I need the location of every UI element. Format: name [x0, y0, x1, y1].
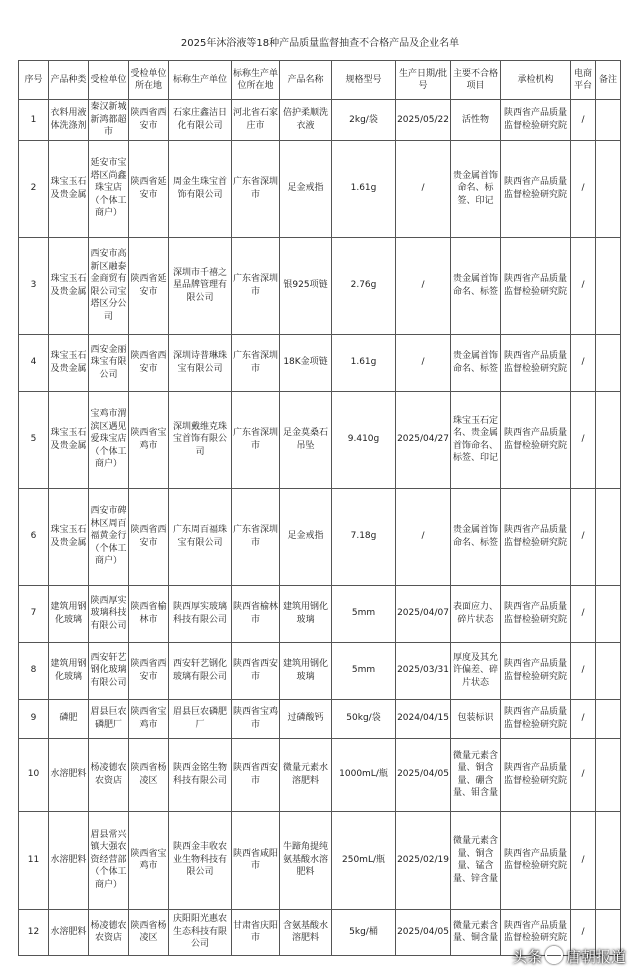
cell-producer-loc: 陕西省宝鸡市	[232, 699, 280, 738]
cell-note	[596, 811, 621, 909]
cell-note	[596, 140, 621, 237]
cell-producer: 眉县巨农磷肥厂	[169, 699, 232, 738]
cell-product: 牛蹄角提纯氨基酸水溶肥料	[280, 811, 332, 909]
cell-spec: 1.61g	[332, 140, 396, 237]
cell-note	[596, 642, 621, 699]
col-header: 标称生产单位所在地	[232, 61, 280, 100]
cell-no: 4	[19, 334, 49, 391]
cell-producer: 庆阳阳光惠农生态科技有限公司	[169, 909, 232, 955]
cell-inspected: 西安市高新区融泰金商贸有限公司宝塔区分公司	[89, 237, 129, 334]
cell-producer: 陕西金铭生物科技有限公司	[169, 738, 232, 811]
cell-no: 2	[19, 140, 49, 237]
cell-product: 足金戒指	[280, 488, 332, 585]
cell-ecom: /	[571, 811, 596, 909]
table-row	[19, 585, 621, 642]
cell-ecom: /	[571, 699, 596, 738]
cell-spec: 9.410g	[332, 391, 396, 488]
cell-producer: 深圳戴维克珠宝首饰有限公司	[169, 391, 232, 488]
cell-inspected: 眉县巨农磷肥厂	[89, 699, 129, 738]
cell-inspected-loc: 陕西省西安市	[129, 642, 169, 699]
cell-agency: 陕西省产品质量监督检验研究院	[501, 738, 571, 811]
cell-spec: 1000mL/瓶	[332, 738, 396, 811]
cell-agency: 陕西省产品质量监督检验研究院	[501, 642, 571, 699]
cell-note	[596, 488, 621, 585]
cell-agency: 陕西省产品质量监督检验研究院	[501, 699, 571, 738]
cell-producer: 陕西厚实玻璃科技有限公司	[169, 585, 232, 642]
cell-inspected: 眉县常兴镇大强农资经营部（个体工商户）	[89, 811, 129, 909]
cell-agency: 陕西省产品质量监督检验研究院	[501, 909, 571, 955]
document-title: 2025年沐浴液等18种产品质量监督抽查不合格产品及企业名单	[180, 38, 460, 49]
cell-date: 2024/04/15	[396, 699, 451, 738]
cell-product: 过磷酸钙	[280, 699, 332, 738]
cell-inspected: 西安轩艺钢化玻璃有限公司	[89, 642, 129, 699]
cell-inspected-loc: 陕西省杨凌区	[129, 909, 169, 955]
table-row	[19, 100, 621, 141]
cell-product: 建筑用钢化玻璃	[280, 585, 332, 642]
cell-items: 微量元素含量、铜含量	[451, 909, 501, 955]
cell-note	[596, 237, 621, 334]
cell-category: 珠宝玉石及贵金属	[49, 334, 89, 391]
cell-ecom: /	[571, 237, 596, 334]
cell-product: 倍护柔顺洗衣液	[280, 100, 332, 141]
cell-spec: 250mL/瓶	[332, 811, 396, 909]
cell-date: /	[396, 140, 451, 237]
cell-product: 建筑用钢化玻璃	[280, 642, 332, 699]
cell-items: 贵金属首饰命名、标签、印记	[451, 140, 501, 237]
cell-product: 含氨基酸水溶肥料	[280, 909, 332, 955]
cell-items: 珠宝玉石定名、贵金属首饰命名、标签、印记	[451, 391, 501, 488]
col-header: 产品名称	[280, 61, 332, 100]
cell-agency: 陕西省产品质量监督检验研究院	[501, 237, 571, 334]
cell-ecom: /	[571, 334, 596, 391]
table-row	[19, 738, 621, 811]
cell-no: 11	[19, 811, 49, 909]
cell-date: /	[396, 237, 451, 334]
col-header: 备注	[596, 61, 621, 100]
cell-spec: 50kg/袋	[332, 699, 396, 738]
cell-agency: 陕西省产品质量监督检验研究院	[501, 100, 571, 141]
col-header: 规格型号	[332, 61, 396, 100]
col-header: 电商平台	[571, 61, 596, 100]
cell-producer: 陕西金丰收农业生物科技有限公司	[169, 811, 232, 909]
header-row	[19, 61, 621, 100]
cell-producer-loc: 甘肃省庆阳市	[232, 909, 280, 955]
cell-date: 2025/03/31	[396, 642, 451, 699]
cell-category: 珠宝玉石及贵金属	[49, 391, 89, 488]
table-row	[19, 642, 621, 699]
table-row	[19, 488, 621, 585]
cell-category: 珠宝玉石及贵金属	[49, 488, 89, 585]
cell-no: 12	[19, 909, 49, 955]
cell-note	[596, 585, 621, 642]
table-row	[19, 391, 621, 488]
cell-producer: 深圳市千禧之星品牌管理有限公司	[169, 237, 232, 334]
cell-producer-loc: 广东省深圳市	[232, 237, 280, 334]
cell-inspected-loc: 陕西省宝鸡市	[129, 391, 169, 488]
table-row	[19, 237, 621, 334]
cell-items: 活性物	[451, 100, 501, 141]
cell-producer: 深圳诗普琳珠宝有限公司	[169, 334, 232, 391]
cell-inspected: 杨凌德农农资店	[89, 909, 129, 955]
cell-category: 建筑用钢化玻璃	[49, 642, 89, 699]
cell-product: 银925项链	[280, 237, 332, 334]
cell-note	[596, 391, 621, 488]
cell-note	[596, 699, 621, 738]
cell-category: 珠宝玉石及贵金属	[49, 237, 89, 334]
cell-ecom: /	[571, 100, 596, 141]
cell-no: 7	[19, 585, 49, 642]
cell-inspected: 宝鸡市渭滨区遇见爱珠宝店（个体工商户）	[89, 391, 129, 488]
col-header: 受检单位	[89, 61, 129, 100]
cell-items: 贵金属首饰命名、标签	[451, 488, 501, 585]
cell-inspected: 西安市碑林区周百福黄金行（个体工商户）	[89, 488, 129, 585]
cell-inspected: 秦汉新城新鸿都超市	[89, 100, 129, 141]
cell-date: 2025/04/27	[396, 391, 451, 488]
col-header: 受检单位所在地	[129, 61, 169, 100]
cell-category: 水溶肥料	[49, 811, 89, 909]
cell-no: 1	[19, 100, 49, 141]
cell-producer-loc: 陕西省咸阳市	[232, 811, 280, 909]
col-header: 序号	[19, 61, 49, 100]
cell-spec: 2kg/袋	[332, 100, 396, 141]
cell-producer-loc: 广东省深圳市	[232, 488, 280, 585]
cell-ecom: /	[571, 585, 596, 642]
cell-producer-loc: 陕西省榆林市	[232, 585, 280, 642]
cell-no: 6	[19, 488, 49, 585]
cell-note	[596, 334, 621, 391]
cell-producer-loc: 陕西省西安市	[232, 738, 280, 811]
col-header: 标称生产单位	[169, 61, 232, 100]
cell-producer-loc: 广东省深圳市	[232, 140, 280, 237]
cell-product: 足金莫桑石吊坠	[280, 391, 332, 488]
cell-agency: 陕西省产品质量监督检验研究院	[501, 585, 571, 642]
cell-producer-loc: 陕西省西安市	[232, 642, 280, 699]
cell-spec: 5kg/桶	[332, 909, 396, 955]
table-row	[19, 334, 621, 391]
cell-no: 5	[19, 391, 49, 488]
table-row	[19, 811, 621, 909]
cell-ecom: /	[571, 140, 596, 237]
cell-inspected-loc: 陕西省西安市	[129, 488, 169, 585]
cell-inspected: 陕西厚实玻璃科技有限公司	[89, 585, 129, 642]
cell-inspected: 延安市宝塔区尚鑫珠宝店（个体工商户）	[89, 140, 129, 237]
cell-spec: 1.61g	[332, 334, 396, 391]
cell-no: 9	[19, 699, 49, 738]
cell-inspected-loc: 陕西省榆林市	[129, 585, 169, 642]
cell-items: 贵金属首饰命名、标签	[451, 237, 501, 334]
cell-producer: 西安轩艺钢化玻璃有限公司	[169, 642, 232, 699]
watermark-name: 唐朝报道	[565, 948, 626, 966]
cell-inspected-loc: 陕西省西安市	[129, 100, 169, 141]
cell-date: 2025/02/19	[396, 811, 451, 909]
cell-inspected-loc: 陕西省宝鸡市	[129, 699, 169, 738]
cell-inspected: 杨凌德农农资店	[89, 738, 129, 811]
cell-category: 珠宝玉石及贵金属	[49, 140, 89, 237]
col-header: 生产日期/批号	[396, 61, 451, 100]
results-table	[18, 60, 621, 956]
watermark-prefix: 头条	[511, 948, 542, 966]
cell-producer: 周金生珠宝首饰有限公司	[169, 140, 232, 237]
cell-items: 厚度及其允许偏差、碎片状态	[451, 642, 501, 699]
cell-category: 建筑用钢化玻璃	[49, 585, 89, 642]
cell-items: 微量元素含量、铜含量、锰含量、锌含量	[451, 811, 501, 909]
cell-ecom: /	[571, 738, 596, 811]
col-header: 承检机构	[501, 61, 571, 100]
cell-date: 2025/05/22	[396, 100, 451, 141]
cell-category: 水溶肥料	[49, 909, 89, 955]
cell-inspected-loc: 陕西省西安市	[129, 334, 169, 391]
cell-spec: 5mm	[332, 642, 396, 699]
source-watermark	[512, 946, 626, 967]
cell-category: 磷肥	[49, 699, 89, 738]
cell-category: 衣料用液体洗涤剂	[49, 100, 89, 141]
cell-product: 18K金项链	[280, 334, 332, 391]
cell-spec: 2.76g	[332, 237, 396, 334]
cell-agency: 陕西省产品质量监督检验研究院	[501, 334, 571, 391]
cell-agency: 陕西省产品质量监督检验研究院	[501, 488, 571, 585]
cell-producer-loc: 广东省深圳市	[232, 334, 280, 391]
cell-agency: 陕西省产品质量监督检验研究院	[501, 391, 571, 488]
cell-date: /	[396, 334, 451, 391]
cell-date: 2025/04/05	[396, 909, 451, 955]
cell-producer: 石家庄鑫洁日化有限公司	[169, 100, 232, 141]
cell-ecom: /	[571, 642, 596, 699]
cell-inspected: 西安金丽珠宝有限公司	[89, 334, 129, 391]
cell-date: 2025/04/07	[396, 585, 451, 642]
cell-producer-loc: 广东省深圳市	[232, 391, 280, 488]
cell-note	[596, 738, 621, 811]
cell-items: 微量元素含量、铜含量、硼含量、钼含量	[451, 738, 501, 811]
cell-producer-loc: 河北省石家庄市	[232, 100, 280, 141]
col-header: 主要不合格项目	[451, 61, 501, 100]
cell-product: 微量元素水溶肥料	[280, 738, 332, 811]
cell-items: 表面应力、碎片状态	[451, 585, 501, 642]
cell-no: 3	[19, 237, 49, 334]
cell-agency: 陕西省产品质量监督检验研究院	[501, 811, 571, 909]
cell-no: 10	[19, 738, 49, 811]
cell-agency: 陕西省产品质量监督检验研究院	[501, 140, 571, 237]
cell-spec: 5mm	[332, 585, 396, 642]
cell-category: 水溶肥料	[49, 738, 89, 811]
cell-items: 包装标识	[451, 699, 501, 738]
cell-inspected-loc: 陕西省延安市	[129, 140, 169, 237]
table-row	[19, 140, 621, 237]
camera-icon	[545, 946, 563, 964]
cell-inspected-loc: 陕西省杨凌区	[129, 738, 169, 811]
cell-ecom: /	[571, 909, 596, 955]
cell-items: 贵金属首饰命名、标签	[451, 334, 501, 391]
cell-spec: 7.18g	[332, 488, 396, 585]
table-row	[19, 699, 621, 738]
cell-date: 2025/04/05	[396, 738, 451, 811]
cell-product: 足金戒指	[280, 140, 332, 237]
cell-no: 8	[19, 642, 49, 699]
cell-ecom: /	[571, 391, 596, 488]
cell-producer: 广东周百福珠宝有限公司	[169, 488, 232, 585]
cell-date: /	[396, 488, 451, 585]
col-header: 产品种类	[49, 61, 89, 100]
cell-inspected-loc: 陕西省宝鸡市	[129, 811, 169, 909]
cell-note	[596, 100, 621, 141]
cell-inspected-loc: 陕西省延安市	[129, 237, 169, 334]
cell-ecom: /	[571, 488, 596, 585]
